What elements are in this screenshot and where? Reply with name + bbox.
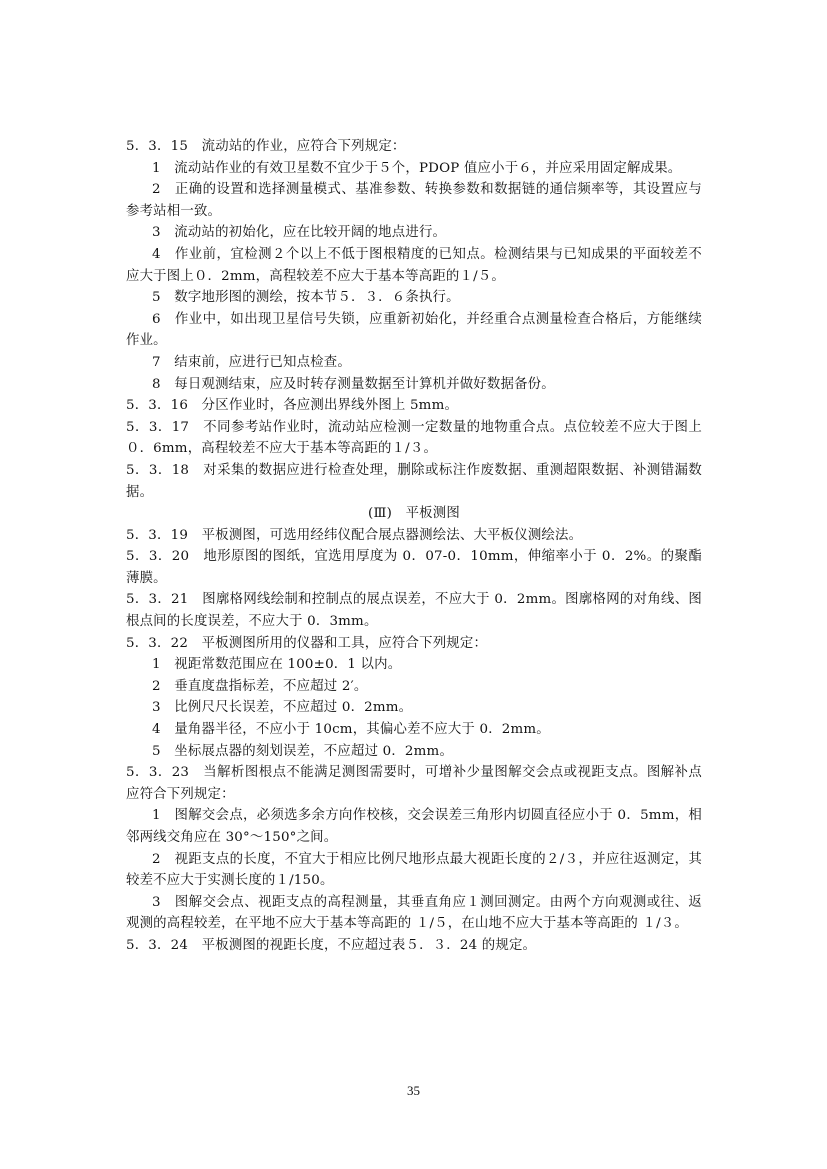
clause-5-3-18: 5．3．18 对采集的数据应进行检查处理，删除或标注作废数据、重测超限数据、补测错漏数据。 xyxy=(126,462,702,500)
list-item: 3 图解交会点、视距支点的高程测量，其垂直角应１测回测定。由两个方向观测或往、返观测的高程较差，在平地不应大于基本等高距的 １/５，在山地不应大于基本等高距的 １/３。 xyxy=(126,894,702,932)
list-item: 2 视距支点的长度，不宜大于相应比例尺地形点最大视距长度的２/３，并应往返测定，其较差不应大于实测长度的１/150。 xyxy=(126,851,702,889)
list-item: 4 量角器半径，不应小于 10cm，其偏心差不应大于 0．2mm。 xyxy=(152,722,550,738)
clause-5-3-23: 5．3．23 当解析图根点不能满足测图需要时，可增补少量图解交会点或视距支点。图解补点应符合下列规定： xyxy=(126,765,702,802)
clause-5-3-20: 5．3．20 地形原图的图纸，宜选用厚度为 0．07-0．10mm，伸缩率小于 0．2%。的聚酯薄膜。 xyxy=(126,549,702,586)
list-item: 6 作业中，如出现卫星信号失锁，应重新初始化，并经重合点测量检查合格后，方能继续作业。 xyxy=(126,311,702,349)
list-item: 1 图解交会点，必须选多余方向作校核，交会误差三角形内切圆直径应小于 0．5mm，相邻两线交角应在 30°～150°之间。 xyxy=(126,808,702,845)
clause-5-3-24: 5．3．24 平板测图的视距长度，不应超过表５．３．24 的规定。 xyxy=(126,937,537,953)
list-item: 7 结束前，应进行已知点检查。 xyxy=(152,354,351,370)
clause-5-3-17: 5．3．17 不同参考站作业时，流动站应检测一定数量的地物重合点。点位较差不应大于图上０．6mm，高程较差不应大于基本等高距的１/３。 xyxy=(126,419,702,457)
clause-5-3-21: 5．3．21 图廓格网线绘制和控制点的展点误差，不应大于 0．2mm。图廓格网的对角线、图根点间的长度误差，不应大于 0．3mm。 xyxy=(126,592,702,630)
list-item: 1 流动站作业的有效卫星数不宜少于５个，PDOP 值应小于６，并应采用固定解成果。 xyxy=(152,160,682,176)
page-number: 35 xyxy=(407,1083,420,1098)
list-item: 2 正确的设置和选择测量模式、基准参数、转换参数和数据链的通信频率等，其设置应与参考站相一致。 xyxy=(126,182,702,219)
list-item: 2 垂直度盘指标差，不应超过 2′。 xyxy=(152,678,368,694)
list-item: 3 比例尺尺长误差，不应超过 0．2mm。 xyxy=(152,700,413,716)
list-item: 1 视距常数范围应在 100±0．1 以内。 xyxy=(152,657,402,673)
clause-5-3-15: 5．3．15 流动站的作业，应符合下列规定： xyxy=(126,139,406,154)
section-heading: (Ⅲ) 平板测图 xyxy=(368,506,460,522)
list-item: 5 数字地形图的测绘，按本节５．３．６条执行。 xyxy=(152,290,460,306)
list-item: 3 流动站的初始化，应在比较开阔的地点进行。 xyxy=(152,225,447,241)
clause-5-3-16: 5．3．16 分区作业时，各应测出界线外图上 5mm。 xyxy=(126,398,459,414)
list-item: 4 作业前，宜检测２个以上不低于图根精度的已知点。检测结果与已知成果的平面较差不应大于图上０．2mm，高程较差不应大于基本等高距的１/５。 xyxy=(126,246,702,284)
clause-5-3-22: 5．3．22 平板测图所用的仪器和工具，应符合下列规定： xyxy=(126,635,488,651)
clause-5-3-19: 5．3．19 平板测图，可选用经纬仪配合展点器测绘法、大平板仪测绘法。 xyxy=(126,527,583,543)
list-item: 8 每日观测结束，应及时转存测量数据至计算机并做好数据备份。 xyxy=(152,376,555,392)
document-body xyxy=(126,136,702,957)
list-item: 5 坐标展点器的刻划误差，不应超过 0．2mm。 xyxy=(152,743,454,759)
